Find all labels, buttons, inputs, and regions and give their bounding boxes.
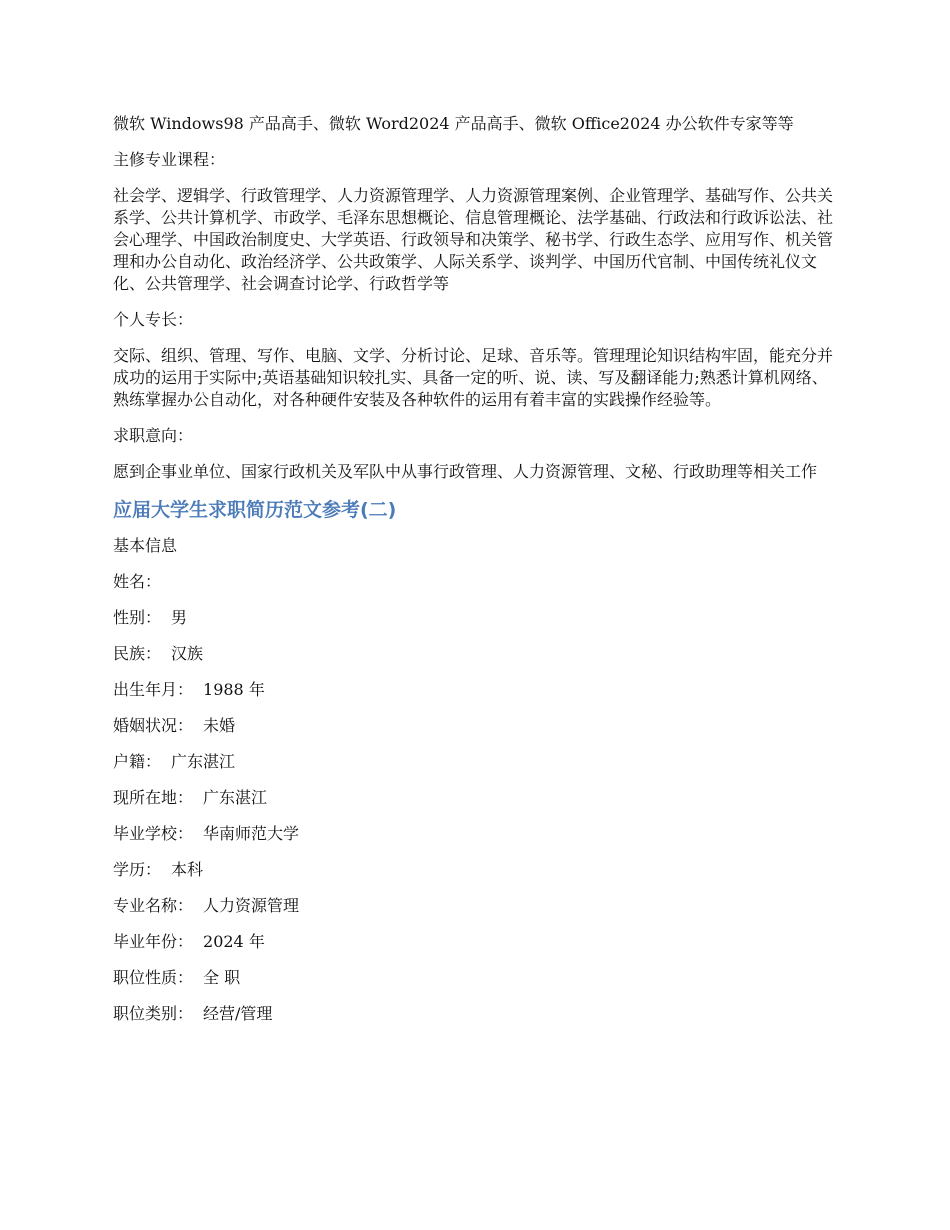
info-label: 专业名称： xyxy=(113,896,194,915)
courses-paragraph: 社会学、逻辑学、行政管理学、人力资源管理学、人力资源管理案例、企业管理学、基础写作、公共关系学、公共计算机学、市政学、毛泽东思想概论、信息管理概论、法学基础、行政法和行政诉讼法、社会心理学、中国政治制度史、大学英语、行政领导和决策学、秘书学、行政生态学、应用写作、机关管理和办公自动化、政治经济学、公共政策学、人际关系学、谈判学、中国历代官制、中国传统礼仪文化、公共管理学、社会调查讨论学、行政哲学等 xyxy=(113,186,834,293)
basic-info-label: 基本信息 xyxy=(113,536,178,555)
info-label: 姓名： xyxy=(113,572,162,591)
info-row-ethnicity xyxy=(113,643,843,679)
info-value: 广东湛江 xyxy=(203,788,268,807)
info-value: 人力资源管理 xyxy=(203,896,300,915)
section-heading: 应届大学生求职简历范文参考(二) xyxy=(113,499,397,521)
info-value: 汉族 xyxy=(171,644,204,663)
info-row-grad-year xyxy=(113,931,843,967)
intent-label: 求职意向： xyxy=(113,426,194,445)
info-label: 学历： xyxy=(113,860,162,879)
info-label: 民族： xyxy=(113,644,162,663)
info-value: 2024 年 xyxy=(203,932,265,951)
info-label: 毕业年份： xyxy=(113,932,194,951)
info-label: 职位类别： xyxy=(113,1004,194,1023)
info-label: 户籍： xyxy=(113,752,162,771)
courses-label: 主修专业课程： xyxy=(113,150,226,169)
info-row-birth xyxy=(113,679,843,715)
document-page xyxy=(113,113,843,1039)
info-list xyxy=(113,571,843,1039)
intro-paragraph: 微软 Windows98 产品高手、微软 Word2024 产品高手、微软 Office2024 办公软件专家等等 xyxy=(113,114,794,133)
info-label: 性别： xyxy=(113,608,162,627)
info-value: 1988 年 xyxy=(203,680,265,699)
info-label: 出生年月： xyxy=(113,680,194,699)
info-row-major xyxy=(113,895,843,931)
intent-paragraph: 愿到企事业单位、国家行政机关及军队中从事行政管理、人力资源管理、文秘、行政助理等相关工作 xyxy=(113,462,818,481)
info-label: 婚姻状况： xyxy=(113,716,194,735)
info-value: 未婚 xyxy=(203,716,236,735)
info-label: 现所在地： xyxy=(113,788,194,807)
info-row-education xyxy=(113,859,843,895)
info-label: 毕业学校： xyxy=(113,824,194,843)
info-row-job-category xyxy=(113,1003,843,1039)
info-label: 职位性质： xyxy=(113,968,194,987)
info-value: 男 xyxy=(171,608,188,627)
info-row-name xyxy=(113,571,843,607)
info-row-hukou xyxy=(113,751,843,787)
skills-label: 个人专长： xyxy=(113,310,194,329)
skills-paragraph: 交际、组织、管理、写作、电脑、文学、分析讨论、足球、音乐等。管理理论知识结构牢固，能充分并成功的运用于实际中;英语基础知识较扎实、具备一定的听、说、读、写及翻译能力;熟悉计算机网络、熟练掌握办公自动化，对各种硬件安装及各种软件的运用有着丰富的实践操作经验等。 xyxy=(113,346,834,409)
info-row-job-nature xyxy=(113,967,843,1003)
info-value: 全 职 xyxy=(203,968,241,987)
info-value: 经营/管理 xyxy=(203,1004,273,1023)
info-row-location xyxy=(113,787,843,823)
info-row-marital xyxy=(113,715,843,751)
info-value: 本科 xyxy=(171,860,204,879)
info-row-gender xyxy=(113,607,843,643)
info-row-school xyxy=(113,823,843,859)
info-value: 广东湛江 xyxy=(171,752,236,771)
info-value: 华南师范大学 xyxy=(203,824,300,843)
